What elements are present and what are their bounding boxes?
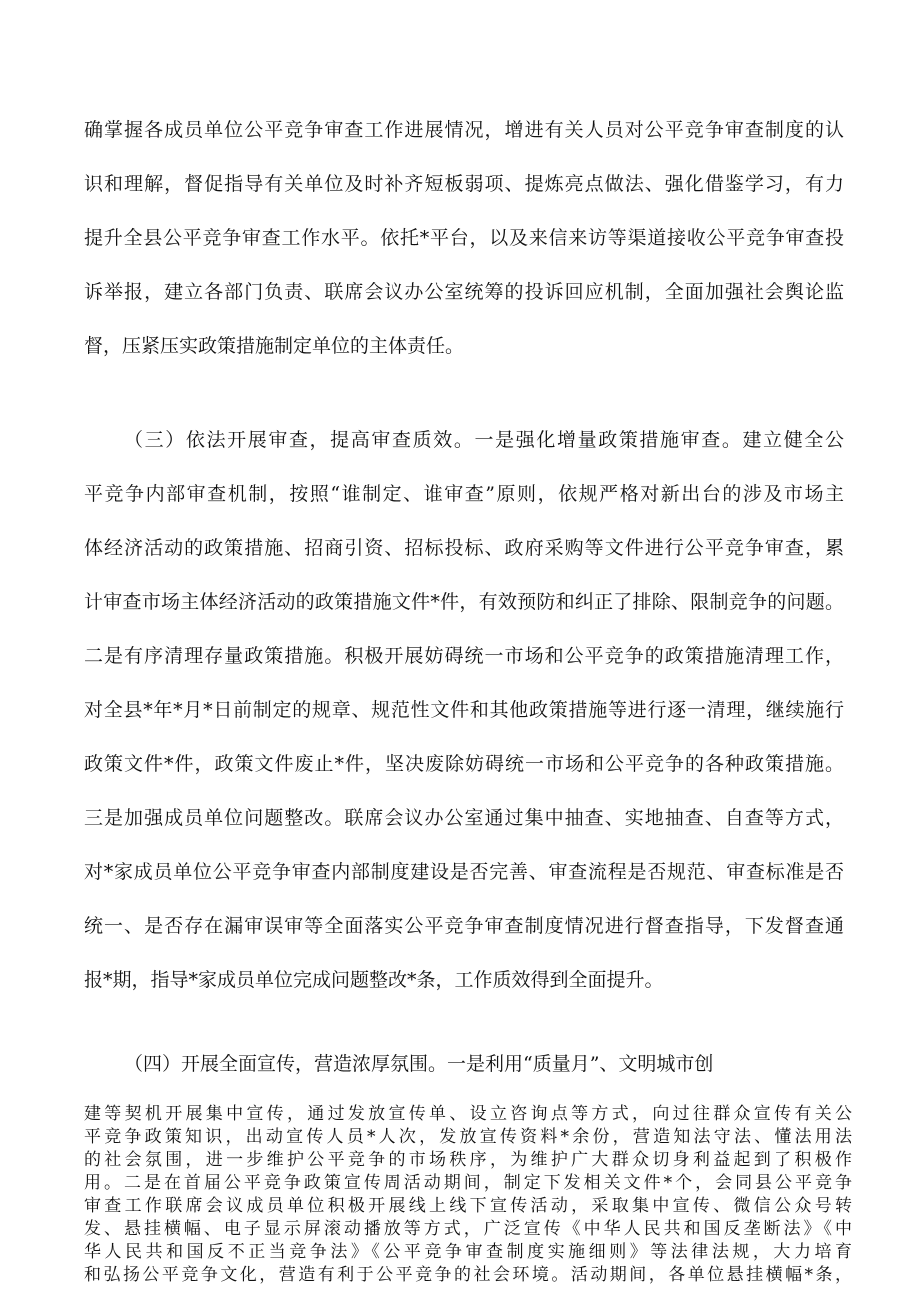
text-line: 建等契机开展集中宣传，通过发放宣传单、设立咨询点等方式，向过往群众宣传有关公 bbox=[84, 1104, 852, 1124]
text-line: 审查工作联席会议成员单位积极开展线上线下宣传活动，采取集中宣传、微信公众号转 bbox=[84, 1196, 852, 1216]
text-line: 对全县*年*月*日前制定的规章、规范性文件和其他政策措施等进行逐一清理，继续施行 bbox=[84, 699, 844, 721]
text-line: 三是加强成员单位问题整改。联席会议办公室通过集中抽查、实地抽查、自查等方式， bbox=[84, 807, 844, 829]
text-line: 提升全县公平竞争审查工作水平。依托*平台，以及来信来访等渠道接收公平竞争审查投 bbox=[84, 227, 844, 249]
section-heading-line: （四）开展全面宣传，营造浓厚氛围。一是利用“质量月”、文明城市创 bbox=[124, 1053, 714, 1075]
text-line: 确掌握各成员单位公平竞争审查工作进展情况，增进有关人员对公平竞争审查制度的认 bbox=[84, 119, 844, 141]
text-line: 计审查市场主体经济活动的政策措施文件*件，有效预防和纠正了排除、限制竞争的问题。 bbox=[84, 591, 844, 613]
text-line: 平竞争内部审查机制，按照“谁制定、谁审查”原则，依规严格对新出台的涉及市场主 bbox=[84, 483, 844, 505]
text-line: 统一、是否存在漏审误审等全面落实公平竞争审查制度情况进行督查指导，下发督查通 bbox=[84, 915, 844, 937]
text-line: 诉举报，建立各部门负责、联席会议办公室统筹的投诉回应机制，全面加强社会舆论监 bbox=[84, 281, 844, 303]
text-line: 识和理解，督促指导有关单位及时补齐短板弱项、提炼亮点做法、强化借鉴学习，有力 bbox=[84, 173, 844, 195]
text-line: 报*期，指导*家成员单位完成问题整改*条，工作质效得到全面提升。 bbox=[84, 969, 664, 991]
text-line: 的社会氛围，进一步维护公平竞争的市场秩序，为维护广大群众切身利益起到了积极作 bbox=[84, 1150, 852, 1170]
text-line: 平竞争政策知识，出动宣传人员*人次，发放宣传资料*余份，营造知法守法、懂法用法 bbox=[84, 1127, 852, 1147]
text-line: 督，压紧压实政策措施制定单位的主体责任。 bbox=[84, 335, 465, 357]
text-line: 对*家成员单位公平竞争审查内部制度建设是否完善、审查流程是否规范、审查标准是否 bbox=[84, 861, 844, 883]
text-line: 发、悬挂横幅、电子显示屏滚动播放等方式，广泛宣传《中华人民共和国反垄断法》《中 bbox=[84, 1219, 852, 1239]
text-line: 用。二是在首届公平竞争政策宣传周活动期间，制定下发相关文件*个，会同县公平竞争 bbox=[84, 1173, 852, 1193]
text-line: 和弘扬公平竞争文化，营造有利于公平竞争的社会环境。活动期间，各单位悬挂横幅*条， bbox=[84, 1265, 852, 1285]
text-line: 华人民共和国反不正当竞争法》《公平竞争审查制度实施细则》等法律法规，大力培育 bbox=[84, 1242, 852, 1262]
text-line: 政策文件*件，政策文件废止*件，坚决废除妨碍统一市场和公平竞争的各种政策措施。 bbox=[84, 753, 844, 775]
text-line: 体经济活动的政策措施、招商引资、招标投标、政府采购等文件进行公平竞争审查，累 bbox=[84, 537, 844, 559]
section-heading-line: （三）依法开展审查，提高审查质效。一是强化增量政策措施审查。建立健全公 bbox=[124, 429, 844, 451]
text-line: 二是有序清理存量政策措施。积极开展妨碍统一市场和公平竞争的政策措施清理工作， bbox=[84, 645, 844, 667]
